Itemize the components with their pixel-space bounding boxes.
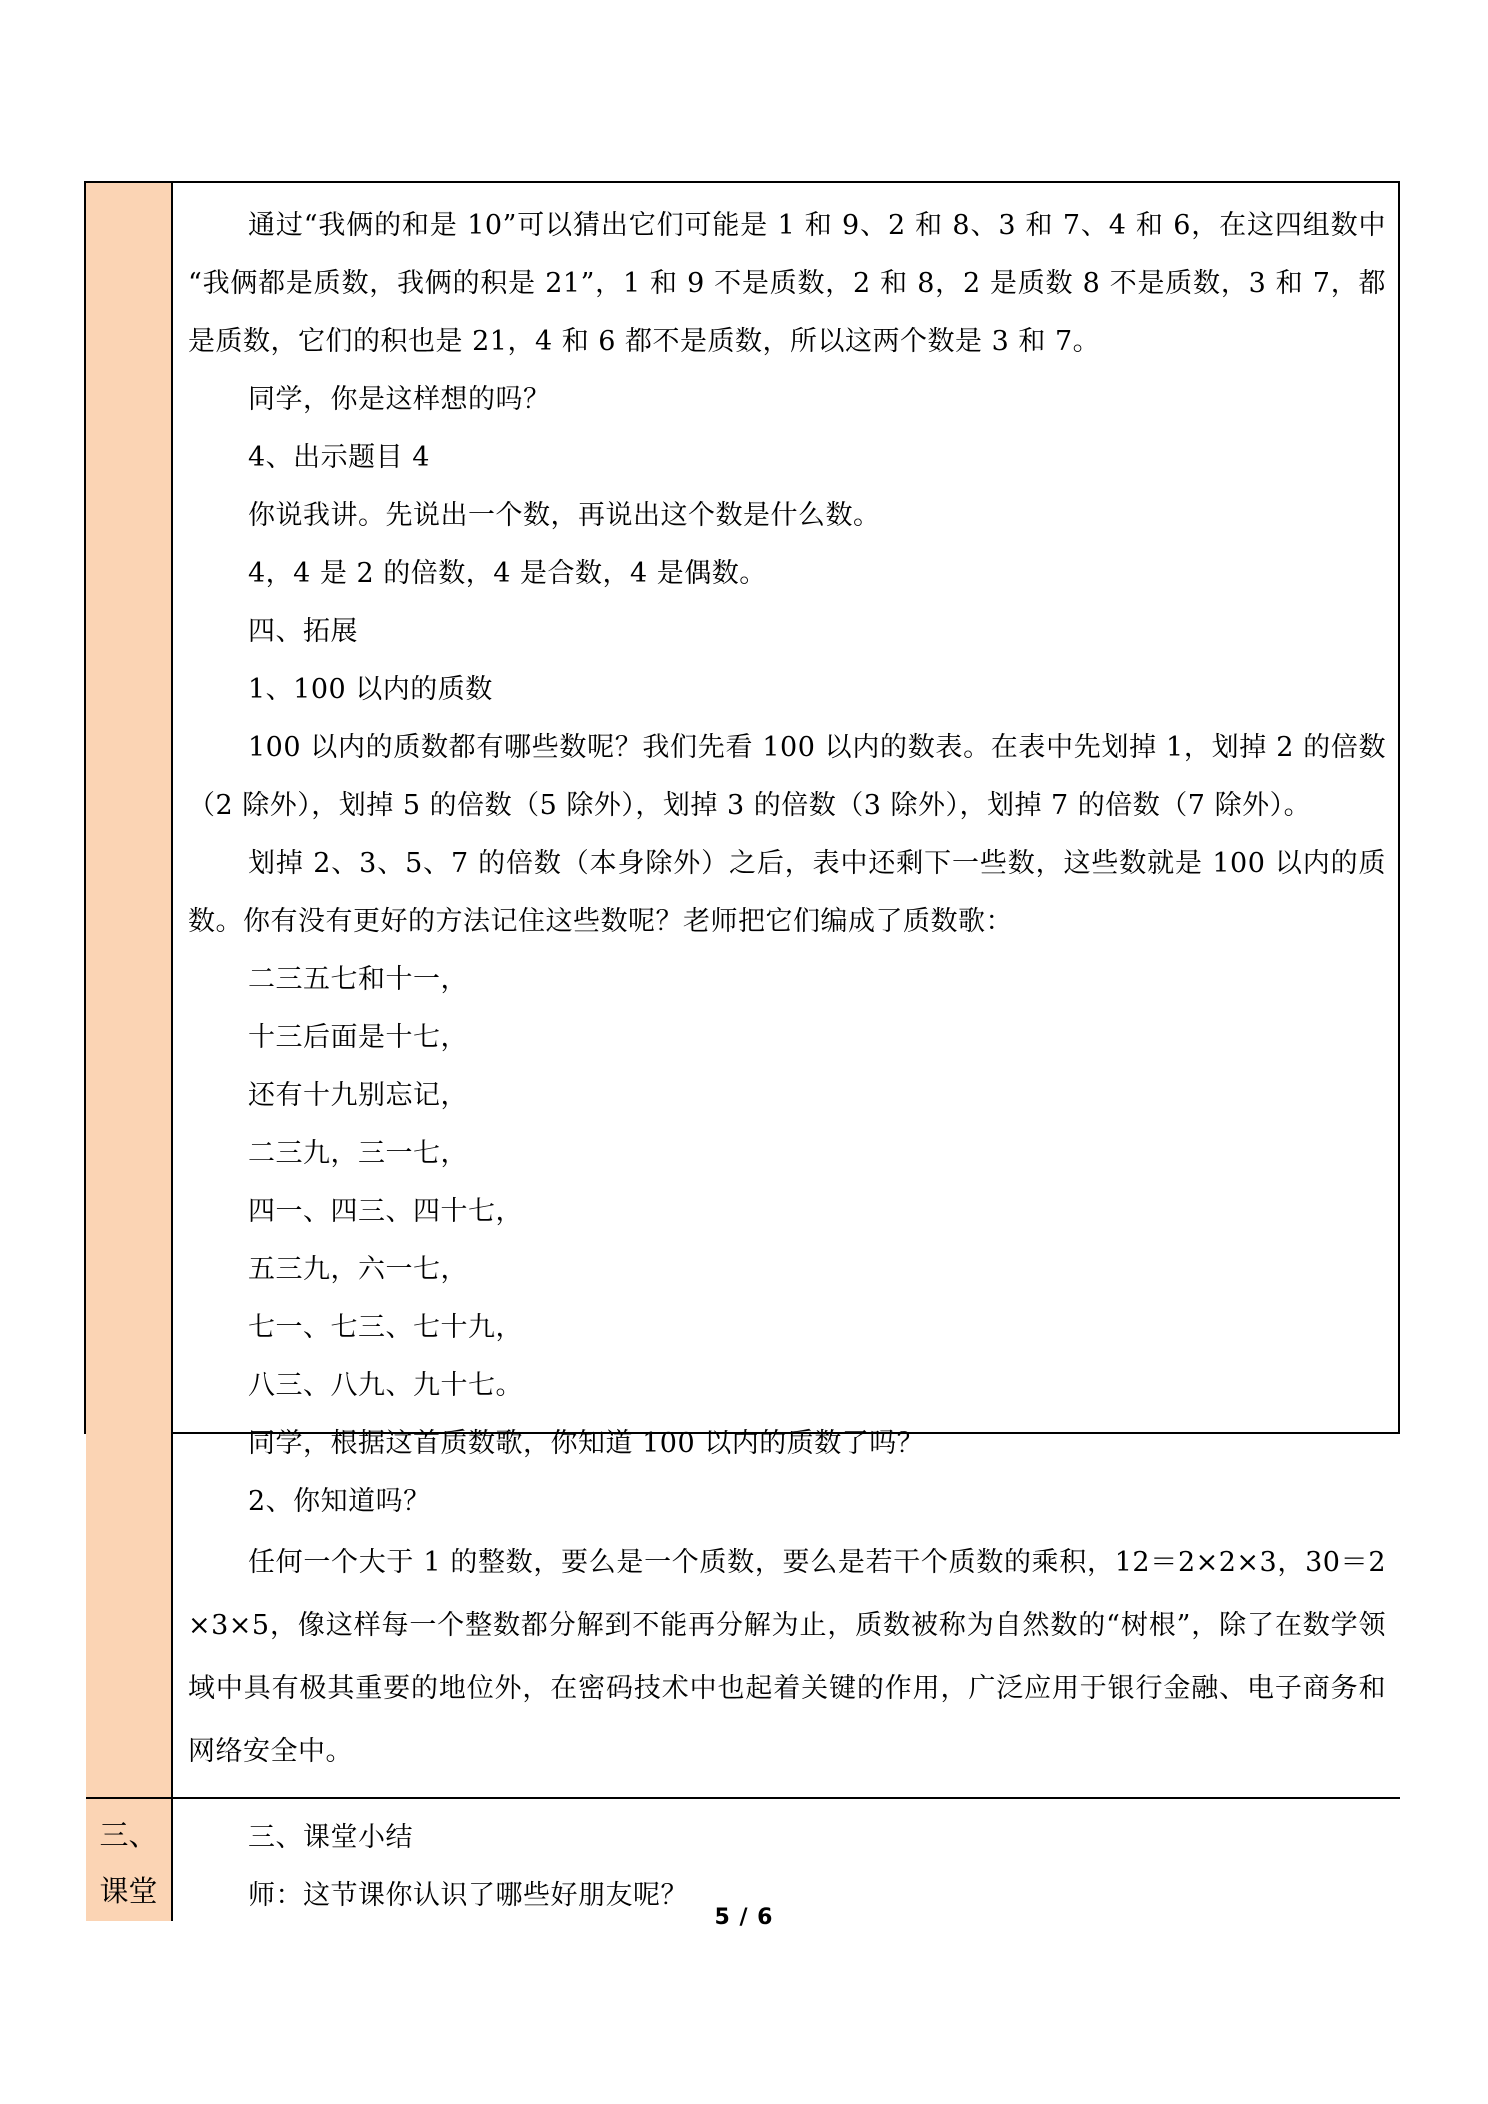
poem-line: 二三五七和十一，: [248, 964, 468, 995]
paragraph-prime-factorization: 任何一个大于 1 的整数，要么是一个质数，要么是若干个质数的乘积，12＝2×2×3，30＝2×3×5，像这样每一个整数都分解到不能再分解为止，质数被称为自然数的“树根”，除了在数学领域中具有极其重要的地位外，在密码技术中也起着关键的作用，广泛应用于银行金融、电子商务和网络安全中。: [188, 1547, 1386, 1767]
lesson-table: [84, 181, 1400, 1911]
section-heading-extension: 四、拓展: [248, 616, 358, 647]
page-number: 5 / 6: [714, 1905, 774, 1930]
paragraph-question: 同学，你是这样想的吗？: [248, 384, 551, 415]
paragraph-remaining-primes: 划掉 2、3、5、7 的倍数（本身除外）之后，表中还剩下一些数，这些数就是 100 以内的质数。你有没有更好的方法记住这些数呢？老师把它们编成了质数歌：: [188, 848, 1386, 937]
poem-line: 二三九，三一七，: [248, 1138, 468, 1169]
row-label-line: 课堂: [99, 1874, 158, 1908]
row-label-line: 三、: [99, 1818, 158, 1852]
paragraph-sieve-method: 100 以内的质数都有哪些数呢？我们先看 100 以内的数表。在表中先划掉 1，划掉 2 的倍数（2 除外），划掉 5 的倍数（5 除外），划掉 3 的倍数（3 除外），划掉 7 的倍数（7 除外）。: [188, 732, 1386, 821]
poem-line: 还有十九别忘记，: [248, 1080, 468, 1111]
poem-line: 五三九，六一七，: [248, 1254, 468, 1285]
paragraph-poem-question: 同学，根据这首质数歌，你知道 100 以内的质数了吗？: [248, 1428, 925, 1459]
paragraph-problem-4-heading: 4、出示题目 4: [248, 442, 430, 473]
poem-line: 四一、四三、四十七，: [248, 1196, 523, 1227]
subheading-primes-under-100: 1、100 以内的质数: [248, 674, 493, 705]
paragraph-teacher-question: 师：这节课你认识了哪些好朋友呢？: [248, 1880, 688, 1911]
table-content-cell: [173, 183, 1400, 1797]
poem-line: 十三后面是十七，: [248, 1022, 468, 1053]
section-heading-summary: 三、课堂小结: [248, 1822, 413, 1853]
subheading-did-you-know: 2、你知道吗？: [248, 1486, 431, 1517]
paragraph-problem-4-instruction: 你说我讲。先说出一个数，再说出这个数是什么数。: [248, 500, 881, 531]
poem-line: 八三、八九、九十七。: [248, 1370, 523, 1401]
table-label-cell: [86, 1797, 173, 1921]
paragraph-sum-product-explanation: 通过“我俩的和是 10”可以猜出它们可能是 1 和 9、2 和 8、3 和 7、4 和 6，在这四组数中 “我俩都是质数，我俩的积是 21”，1 和 9 不是质数，2 和 8，2 是质数 8 不是质数，3 和 7，都是质数，它们的积也是 21，4 和 6 都不是质数，所以这两个数是 3 和 7。: [188, 210, 1386, 357]
paragraph-problem-4-example: 4，4 是 2 的倍数，4 是合数，4 是偶数。: [248, 558, 767, 589]
table-label-cell: [86, 183, 173, 1797]
poem-line: 七一、七三、七十九，: [248, 1312, 523, 1343]
table-content-cell: [173, 1797, 1400, 1921]
